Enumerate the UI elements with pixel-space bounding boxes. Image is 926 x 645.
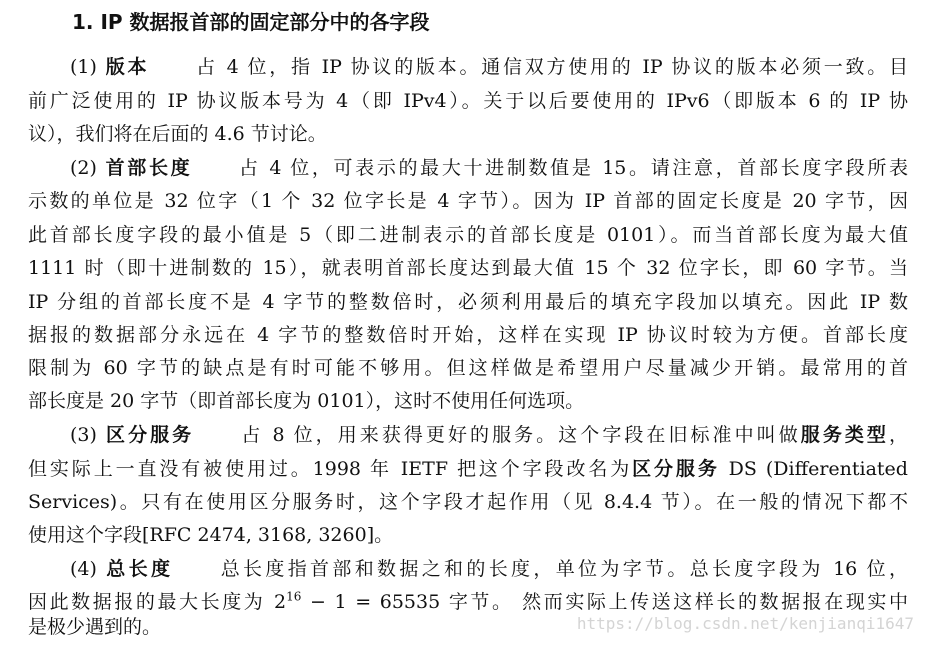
paragraph-header-length-line-3: 此首部长度字段的最小值是 5（即二进制表示的首部长度是 0101）。而当首部长度为最大值 [28, 224, 908, 246]
section-heading: 1. IP 数据报首部的固定部分中的各字段 [72, 10, 430, 34]
term-version: 版本 [105, 56, 150, 78]
paragraph-text: − 1 = 65535 字节。 然而实际上传送这样长的数据报在现实中 [301, 591, 908, 613]
paragraph-header-length-line-4: 1111 时（即十进制数的 15），就表明首部长度达到最大值 15 个 32 位字长，即 60 字节。当 [28, 257, 908, 279]
paragraph-header-length-line-2: 示数的单位是 32 位字（1 个 32 位字长是 4 字节）。因为 IP 首部的固定长度是 20 字节，因 [28, 190, 908, 212]
paragraph-header-length-line-8: 部长度是 20 字节（即首部长度为 0101），这时不使用任何选项。 [28, 390, 585, 412]
item-number: (3) [70, 424, 97, 446]
term-differentiated-services: 区分服务 [106, 424, 195, 446]
paragraph-text: 因此数据报的最大长度为 2 [28, 591, 287, 613]
paragraph-version-line-3: 议），我们将在后面的 4.6 节讨论。 [28, 123, 327, 145]
paragraph-text: 占 8 位，用来获得更好的服务。这个字段在旧标准中叫做 [241, 424, 801, 446]
paragraph-total-length-line-3: 是极少遇到的。 [28, 616, 162, 638]
item-number: (2) [70, 157, 97, 179]
paragraph-text: 占 4 位，可表示的最大十进制数值是 15。请注意，首部长度字段所表 [239, 157, 909, 179]
paragraph-total-length-line-1 [70, 554, 908, 584]
term-differentiated-services-inline: 区分服务 [632, 458, 720, 480]
paragraph-version-line-1 [70, 52, 908, 82]
paragraph-header-length-line-7: 限制为 60 字节的缺点是有时可能不够用。但这样做是希望用户尽量减少开销。最常用的首 [28, 357, 908, 379]
paragraph-header-length-line-5: IP 分组的首部长度不是 4 字节的整数倍时，必须利用最后的填充字段加以填充。因此 IP 数 [28, 291, 908, 313]
paragraph-version-line-2: 前广泛使用的 IP 协议版本号为 4（即 IPv4）。关于以后要使用的 IPv6（即版本 6 的 IP 协 [28, 90, 908, 112]
item-number: (4) [70, 558, 97, 580]
paragraph-ds-line-2 [28, 454, 908, 484]
paragraph-text: ， [888, 424, 908, 446]
paragraph-ds-line-1 [70, 420, 908, 450]
term-type-of-service: 服务类型 [800, 424, 889, 446]
paragraph-text: 总长度指首部和数据之和的长度，单位为字节。总长度字段为 16 位， [220, 558, 908, 580]
paragraph-header-length-line-6: 据报的数据部分永远在 4 字节的整数倍时开始，这样在实现 IP 协议时较为方便。首部长度 [28, 324, 908, 346]
watermark-url: https://blog.csdn.net/kenjianqi1647 [576, 614, 914, 633]
item-number: (1) [70, 56, 97, 78]
exponent: 16 [286, 589, 302, 604]
term-total-length: 总长度 [106, 558, 174, 580]
term-header-length: 首部长度 [105, 157, 193, 179]
paragraph-text: 但实际上一直没有被使用过。1998 年 IETF 把这个字段改名为 [28, 458, 633, 480]
paragraph-text: DS (Differentiated [719, 458, 908, 480]
paragraph-text: 占 4 位，指 IP 协议的版本。通信双方使用的 IP 协议的版本必须一致。目 [196, 56, 908, 78]
paragraph-ds-line-4: 使用这个字段[RFC 2474, 3168, 3260]。 [28, 524, 394, 546]
paragraph-ds-line-3: Services)。只有在使用区分服务时，这个字段才起作用（见 8.4.4 节）。在一般的情况下都不 [28, 491, 908, 513]
paragraph-header-length-line-1 [70, 153, 908, 183]
